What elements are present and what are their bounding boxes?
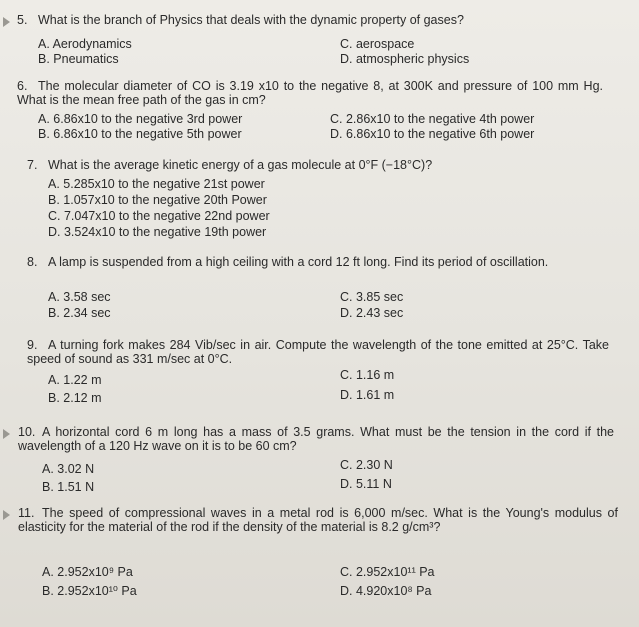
question-8-option-b[interactable]: B. 2.34 sec [48,306,111,320]
question-5-option-d[interactable]: D. atmospheric physics [340,52,470,66]
question-11-option-a[interactable]: A. 2.952x10⁹ Pa [42,565,133,579]
question-8-stem: 8. A lamp is suspended from a high ceiling with a cord 12 ft long. Find its period of oscillation. [27,255,549,269]
question-7-stem: 7. What is the average kinetic energy of a gas molecule at 0°F (−18°C)? [27,158,433,172]
question-8-option-c[interactable]: C. 3.85 sec [340,290,404,304]
question-10-option-a[interactable]: A. 3.02 N [42,462,95,476]
question-8-option-d[interactable]: D. 2.43 sec [340,306,404,320]
question-11-option-b[interactable]: B. 2.952x10¹⁰ Pa [42,584,137,598]
arrow-marker-icon [3,17,10,27]
question-7-option-a[interactable]: A. 5.285x10 to the negative 21st power [48,177,265,191]
question-6-option-a[interactable]: A. 6.86x10 to the negative 3rd power [38,112,243,126]
question-10-option-b[interactable]: B. 1.51 N [42,480,95,494]
question-11-option-d[interactable]: D. 4.920x10⁸ Pa [340,584,432,598]
question-5-option-a[interactable]: A. Aerodynamics [38,37,132,51]
question-6-option-c[interactable]: C. 2.86x10 to the negative 4th power [330,112,535,126]
question-9-option-a[interactable]: A. 1.22 m [48,373,102,387]
question-5-stem: 5. What is the branch of Physics that deals with the dynamic property of gases? [17,13,464,27]
question-9-stem: 9. A turning fork makes 284 Vib/sec in air. Compute the wavelength of the tone emitted at 25°C. Take speed of sound as 331 m/sec at 0°C. [27,338,609,366]
question-10-option-d[interactable]: D. 5.11 N [340,477,392,491]
question-10-option-c[interactable]: C. 2.30 N [340,458,393,472]
question-9-option-d[interactable]: D. 1.61 m [340,388,395,402]
question-6-stem: 6. The molecular diameter of CO is 3.19 x10 to the negative 8, at 300K and pressure of 100 mm Hg. What is the mean free path of the gas in cm? [17,79,603,107]
question-10-stem: 10. A horizontal cord 6 m long has a mass of 3.5 grams. What must be the tension in the cord if the wavelength of a 120 Hz wave on it is to be 60 cm? [18,425,614,453]
question-9-option-b[interactable]: B. 2.12 m [48,391,102,405]
question-7-option-c[interactable]: C. 7.047x10 to the negative 22nd power [48,209,270,223]
question-8-option-a[interactable]: A. 3.58 sec [48,290,111,304]
arrow-marker-icon [3,429,10,439]
question-7-option-d[interactable]: D. 3.524x10 to the negative 19th power [48,225,267,239]
question-6-option-b[interactable]: B. 6.86x10 to the negative 5th power [38,127,242,141]
question-5-option-b[interactable]: B. Pneumatics [38,52,119,66]
question-11-stem: 11. The speed of compressional waves in a metal rod is 6,000 m/sec. What is the Young's modulus of elasticity for the material of the rod if the density of the material is 8.2 g/cm³? [18,506,618,534]
question-6-option-d[interactable]: D. 6.86x10 to the negative 6th power [330,127,535,141]
question-9-option-c[interactable]: C. 1.16 m [340,368,395,382]
question-5-option-c[interactable]: C. aerospace [340,37,415,51]
question-11-option-c[interactable]: C. 2.952x10¹¹ Pa [340,565,435,579]
arrow-marker-icon [3,510,10,520]
question-7-option-b[interactable]: B. 1.057x10 to the negative 20th Power [48,193,267,207]
